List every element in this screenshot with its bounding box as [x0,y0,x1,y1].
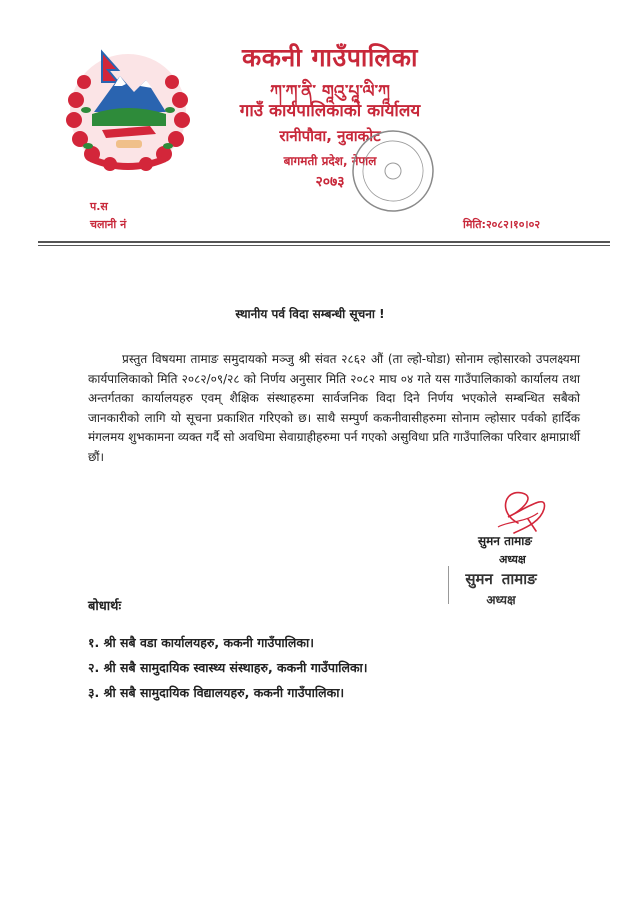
letter-body: प्रस्तुत विषयमा तामाङ समुदायको मञ्जु श्री संवत २८६२ औं (ता ल्हो-घोडा) सोनाम ल्होसारको उपलक्ष्यमा कार्यपालिकाको मिति २०८२/०९/२८ को निर्णय अनुसार मिति २०८२ माघ ०४ गते यस गाउँपालिकाको कार्यालय तथा अन्तर्गतका कार्यालयहरु एवम् शैक्षिक संस्थाहरुमा सार्वजनिक विदा दिने निर्णय भएकोले सम्बन्धित सबैको जानकारीको लागि यो सूचना प्रकाशित गरिएको छ। साथै सम्पुर्ण ककनीवासीहरुमा सोनाम ल्होसार पर्वको हार्दिक मंगलमय शुभकामना व्यक्त गर्दै सो अवधिमा सेवाग्राहीहरुमा पर्न गएको असुविधा प्रति गाउँपालिका परिवार क्षमाप्रार्थी छौं। [88,352,580,464]
cc-item: २. श्री सबै सामुदायिक स्वास्थ्य संस्थाहरु, ककनी गाउँपालिका। [88,660,368,675]
signer-name: सुमन तामाङ [478,534,533,548]
header-divider-thin [38,245,610,246]
province-line: बागमती प्रदेश, नेपाल [283,154,377,168]
name-stamp-name: सुमन तामाङ [465,570,537,588]
cc-label: बोधार्थः [88,599,122,614]
municipality-title: ककनी गाउँपालिका [242,43,418,72]
name-stamp [448,566,553,607]
letter-date: मिति:२०८२।१०।०२ [463,218,541,231]
office-name: गाउँ कार्यपालिकाको कार्यालय [239,101,421,121]
established-year: २०७३ [315,174,345,190]
dispatch-number-label: चलानी नं [90,218,127,231]
cc-item: १. श्री सबै वडा कार्यालयहरु, ककनी गाउँपालिका। [88,635,314,650]
office-location: रानीपौवा, नुवाकोट [279,127,381,145]
letter-subject: स्थानीय पर्व विदा सम्बन्धी सूचना ! [235,307,385,321]
name-stamp-role: अध्यक्ष [486,593,516,607]
municipality-title-tibetan: ཀ་ཀ་ནི་ གཱའུ་པཱ་ལི་ཀཱ [270,82,390,102]
cc-item: ३. श्री सबै सामुदायिक विद्यालयहरु, ककनी गाउँपालिका। [88,685,345,700]
nepal-emblem-icon [62,42,194,174]
header-divider-thick [38,241,610,243]
signer-role: अध्यक्ष [499,553,526,566]
reference-number-label: प.स [90,200,108,213]
